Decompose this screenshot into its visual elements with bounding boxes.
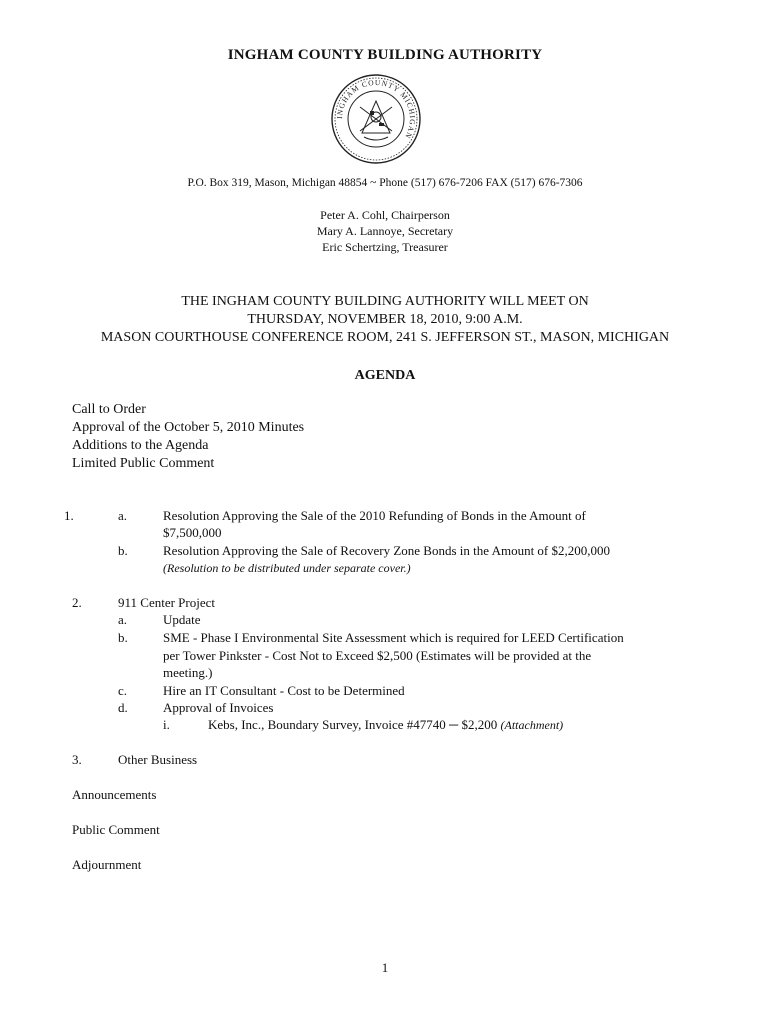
agenda-limited-public-comment: Limited Public Comment: [72, 456, 215, 471]
agenda-public-comment: Public Comment: [72, 822, 160, 837]
item3-title: Other Business: [118, 752, 198, 767]
meeting-notice-line1: THE INGHAM COUNTY BUILDING AUTHORITY WILL MEET ON: [181, 294, 589, 309]
item1-b-label: b.: [118, 543, 128, 558]
item1-number: 1.: [64, 508, 74, 523]
item1-a-label: a.: [118, 508, 128, 523]
svg-text:INGHAM COUNTY MICHIGAN: [335, 78, 417, 141]
item1-b-note: (Resolution to be distributed under separate cover.): [163, 561, 411, 575]
item2-c-label: c.: [118, 683, 128, 698]
item2-a-label: a.: [118, 612, 128, 627]
item2-d-i-text: [208, 717, 563, 733]
item2-b-text-line2: per Tower Pinkster - Cost Not to Exceed $2,500 (Estimates will be provided at the: [163, 648, 592, 663]
officer-secretary: Mary A. Lannoye, Secretary: [316, 224, 454, 238]
item2-b-text-line1: SME - Phase I Environmental Site Assessment which is required for LEED Certification: [163, 630, 624, 645]
item2-d-label: d.: [118, 700, 128, 715]
meeting-date-line: THURSDAY, NOVEMBER 18, 2010, 9:00 A.M.: [247, 312, 523, 327]
item3-number: 3.: [72, 752, 82, 767]
item2-number: 2.: [72, 595, 82, 610]
invoice-line: Kebs, Inc., Boundary Survey, Invoice #47740 ─ $2,200: [208, 717, 498, 732]
agenda-additions: Additions to the Agenda: [72, 438, 209, 453]
document-title: INGHAM COUNTY BUILDING AUTHORITY: [227, 47, 543, 63]
item2-c-text: Hire an IT Consultant - Cost to be Determined: [163, 683, 405, 698]
agenda-call-to-order: Call to Order: [72, 402, 146, 417]
meeting-location-line: MASON COURTHOUSE CONFERENCE ROOM, 241 S. JEFFERSON ST., MASON, MICHIGAN: [100, 330, 670, 345]
agenda-adjournment: Adjournment: [72, 857, 142, 872]
item1-a-text: Resolution Approving the Sale of the 2010 Refunding of Bonds in the Amount of: [163, 508, 586, 523]
item2-b-label: b.: [118, 630, 128, 645]
item1-a-amount: $7,500,000: [163, 525, 222, 540]
item2-title: 911 Center Project: [118, 595, 215, 610]
officer-treasurer: Eric Schertzing, Treasurer: [322, 240, 448, 254]
item2-b-text-line3: meeting.): [163, 665, 213, 680]
contact-address: P.O. Box 319, Mason, Michigan 48854 ~ Phone (517) 676-7206 FAX (517) 676-7306: [187, 177, 583, 189]
agenda-announcements: Announcements: [72, 787, 157, 802]
officer-chairperson: Peter A. Cohl, Chairperson: [320, 208, 450, 222]
invoice-attachment-note: (Attachment): [500, 718, 564, 732]
page-number: 1: [381, 960, 389, 975]
item1-b-text: Resolution Approving the Sale of Recovery Zone Bonds in the Amount of $2,200,000: [163, 543, 611, 558]
item2-a-text: Update: [163, 612, 201, 627]
item2-d-i-label: i.: [163, 717, 170, 732]
agenda-approval-minutes: Approval of the October 5, 2010 Minutes: [72, 420, 305, 435]
county-seal-icon: [330, 73, 422, 165]
agenda-heading: AGENDA: [354, 368, 416, 383]
item2-d-text: Approval of Invoices: [163, 700, 274, 715]
seal-lettering: INGHAM COUNTY MICHIGAN: [334, 77, 418, 141]
